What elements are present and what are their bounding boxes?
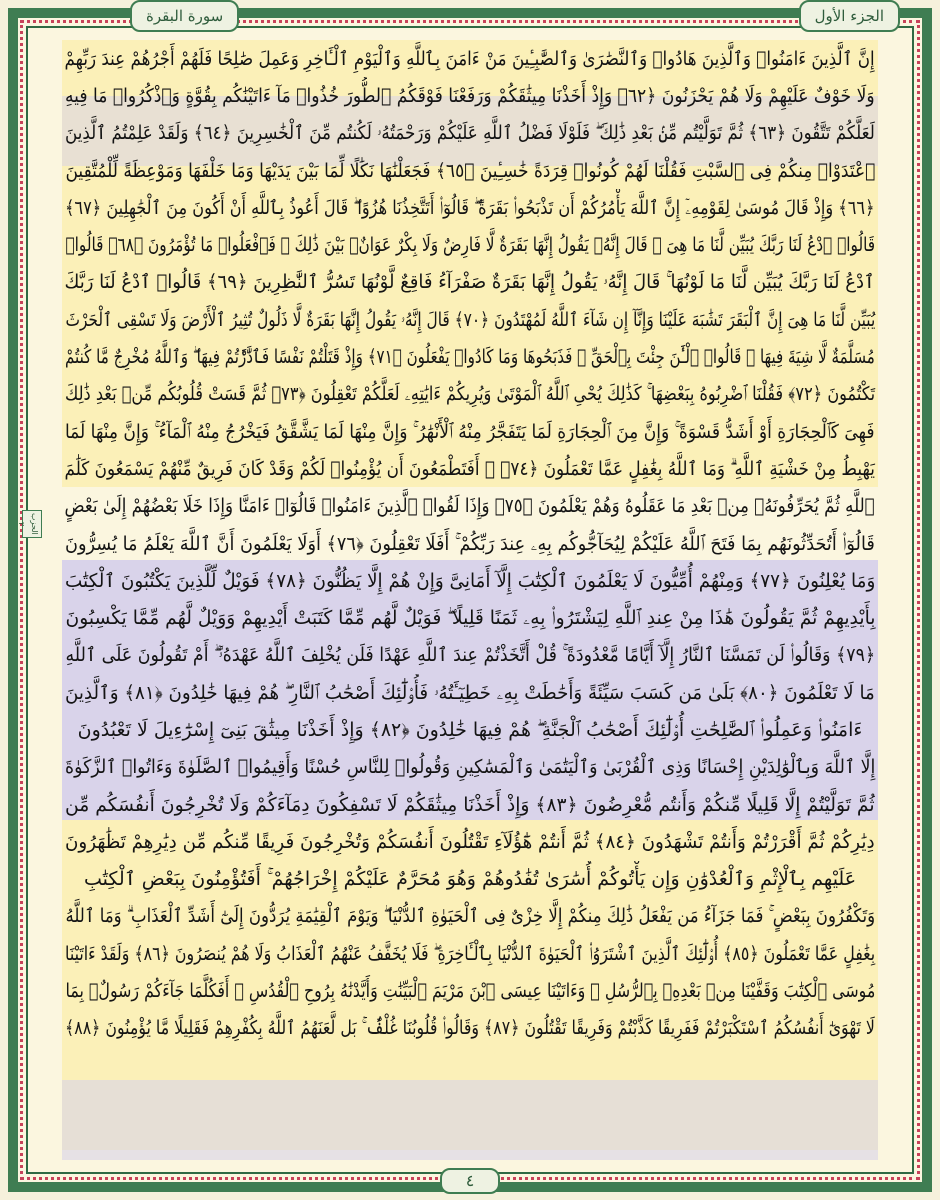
verse-line-text: مُسَلَّمَةٌ لَّا شِيَةَ فِيهَا ۚ قَالُوا۟ ٱلْـَٰٔنَ جِئْتَ بِٱلْحَقِّ ۚ فَذَبَحُوهَا وَمَا كَادُوا۟ يَفْعَلُونَ ﴿٧١﴾ وَإِذْ قَتَلْتُمْ نَفْسًا فَٱدَّٰرَْٔتُمْ فِيهَا ۖ وَٱللَّهُ مُخْرِجٌ مَّا كُنتُمْ [65, 346, 875, 369]
verse-line [62, 226, 878, 263]
verse-line-text: ٱللَّهِ ثُمَّ يُحَرِّفُونَهُۥ مِنۢ بَعْدِ مَا عَقَلُوهُ وَهُمْ يَعْلَمُونَ ﴿٧٥﴾ وَإِذَا لَقُوا۟ ٱلَّذِينَ ءَامَنُوا۟ قَالُوٓا۟ ءَامَنَّا وَإِذَا خَلَا بَعْضُهُمْ إِلَىٰ بَعْضٍ [64, 495, 876, 518]
verse-line [62, 376, 878, 413]
verse-line [62, 599, 878, 636]
surah-label: سورة البقرة [130, 0, 239, 32]
verse-line-text: بِغَٰفِلٍ عَمَّا تَعْمَلُونَ ﴿٨٥﴾ أُو۟لَٰٓئِكَ ٱلَّذِينَ ٱشْتَرَوُا۟ ٱلْحَيَوٰةَ ٱلدُّنْيَا بِٱلْـَٔاخِرَةِ ۖ فَلَا يُخَفَّفُ عَنْهُمُ ٱلْعَذَابُ وَلَا هُمْ يُنصَرُونَ ﴿٨٦﴾ وَلَقَدْ ءَاتَيْنَا [64, 942, 876, 965]
verse-line-text: قَالُوا۟ ٱدْعُ لَنَا رَبَّكَ يُبَيِّن لَّنَا مَا هِىَ ۚ قَالَ إِنَّهُۥ يَقُولُ إِنَّهَا بَقَرَةٌ لَّا فَارِضٌ وَلَا بِكْرٌ عَوَانٌۢ بَيْنَ ذَٰلِكَ ۖ فَٱفْعَلُوا۟ مَا تُؤْمَرُونَ ﴿٦٨﴾ قَالُوا۟ [65, 234, 875, 257]
highlight-band-purple [62, 1080, 878, 1160]
verse-line-text: ٱعْتَدَوْا۟ مِنكُمْ فِى ٱلسَّبْتِ فَقُلْنَا لَهُمْ كُونُوا۟ قِرَدَةً خَٰسِـِٔينَ ﴿٦٥﴾ فَجَعَلْنَٰهَا نَكَٰلًا لِّمَا بَيْنَ يَدَيْهَا وَمَا خَلْفَهَا وَمَوْعِظَةً لِّلْمُتَّقِينَ [65, 159, 875, 182]
verse-line [62, 972, 878, 1009]
verse-line-text: تَكْتُمُونَ ﴿٧٢﴾ فَقُلْنَا ٱضْرِبُوهُ بِبَعْضِهَا ۚ كَذَٰلِكَ يُحْىِ ٱللَّهُ ٱلْمَوْتَىٰ وَيُرِيكُمْ ءَايَٰتِهِۦ لَعَلَّكُمْ تَعْقِلُونَ ﴿٧٣﴾ ثُمَّ قَسَتْ قُلُوبُكُم مِّنۢ بَعْدِ ذَٰلِكَ [64, 383, 876, 406]
verse-line-text: ٱدْعُ لَنَا رَبَّكَ يُبَيِّن لَّنَا مَا لَوْنُهَا ۚ قَالَ إِنَّهُۥ يَقُولُ إِنَّهَا بَقَرَةٌ صَفْرَآءُ فَاقِعٌ لَّوْنُهَا تَسُرُّ ٱلنَّٰظِرِينَ ﴿٦٩﴾ قَالُوا۟ ٱدْعُ لَنَا رَبَّكَ [64, 271, 876, 294]
verse-line [62, 488, 878, 525]
quran-text [62, 40, 878, 1160]
verse-line-text: مَا لَا تَعْلَمُونَ ﴿٨٠﴾ بَلَىٰ مَن كَسَبَ سَيِّئَةً وَأَحَٰطَتْ بِهِۦ خَطِيٓـَٔتُهُۥ فَأُو۟لَٰٓئِكَ أَصْحَٰبُ ٱلنَّارِ ۖ هُمْ فِيهَا خَٰلِدُونَ ﴿٨١﴾ وَٱلَّذِينَ [65, 681, 875, 704]
juz-label: الجزء الأول [799, 0, 900, 32]
verse-line-text: يَهْبِطُ مِنْ خَشْيَةِ ٱللَّهِ ۗ وَمَا ٱللَّهُ بِغَٰفِلٍ عَمَّا تَعْمَلُونَ ﴿٧٤﴾ ۞ أَفَتَطْمَعُونَ أَن يُؤْمِنُوا۟ لَكُمْ وَقَدْ كَانَ فَرِيقٌ مِّنْهُمْ يَسْمَعُونَ كَلَٰمَ [64, 457, 876, 480]
verse-line [62, 786, 878, 823]
verse-line-text: ﴿٧٩﴾ وَقَالُوا۟ لَن تَمَسَّنَا ٱلنَّارُ إِلَّآ أَيَّامًا مَّعْدُودَةً ۚ قُلْ أَتَّخَذْتُمْ عِندَ ٱللَّهِ عَهْدًا فَلَن يُخْلِفَ ٱللَّهُ عَهْدَهُۥٓ ۖ أَمْ تَقُولُونَ عَلَى ٱللَّهِ [65, 644, 875, 667]
verse-line-text: قَالُوٓا۟ أَتُحَدِّثُونَهُم بِمَا فَتَحَ ٱللَّهُ عَلَيْكُمْ لِيُحَآجُّوكُم بِهِۦ عِندَ رَبِّكُمْ ۚ أَفَلَا تَعْقِلُونَ ﴿٧٦﴾ أَوَلَا يَعْلَمُونَ أَنَّ ٱللَّهَ يَعْلَمُ مَا يُسِرُّونَ [65, 532, 875, 555]
verse-line [62, 189, 878, 226]
verse-line [62, 338, 878, 375]
hizb-marker: الحزب ٢ [22, 510, 42, 538]
verse-line-text: دِيَٰرِكُمْ ثُمَّ أَقْرَرْتُمْ وَأَنتُمْ تَشْهَدُونَ ﴿٨٤﴾ ثُمَّ أَنتُمْ هَٰٓؤُلَآءِ تَقْتُلُونَ أَنفُسَكُمْ وَتُخْرِجُونَ فَرِيقًا مِّنكُم مِّن دِيَٰرِهِمْ تَظَٰهَرُونَ [65, 830, 875, 853]
verse-line [62, 115, 878, 152]
verse-line [62, 637, 878, 674]
verse-line [62, 898, 878, 935]
verse-line [62, 264, 878, 301]
verse-line [62, 749, 878, 786]
verse-line-text: لَا تَهْوَىٰٓ أَنفُسُكُمُ ٱسْتَكْبَرْتُمْ فَفَرِيقًا كَذَّبْتُمْ وَفَرِيقًا تَقْتُلُونَ ﴿٨٧﴾ وَقَالُوا۟ قُلُوبُنَا غُلْفٌۢ ۚ بَل لَّعَنَهُمُ ٱللَّهُ بِكُفْرِهِمْ فَقَلِيلًا مَّا يُؤْمِنُونَ ﴿٨٨﴾ [65, 1017, 875, 1040]
verse-line [62, 562, 878, 599]
verse-line-text: فَهِىَ كَٱلْحِجَارَةِ أَوْ أَشَدُّ قَسْوَةً ۚ وَإِنَّ مِنَ ٱلْحِجَارَةِ لَمَا يَتَفَجَّرُ مِنْهُ ٱلْأَنْهَٰرُ ۚ وَإِنَّ مِنْهَا لَمَا يَشَّقَّقُ فَيَخْرُجُ مِنْهُ ٱلْمَآءُ ۚ وَإِنَّ مِنْهَا لَمَا [65, 420, 875, 443]
verse-line-text: وَلَا خَوْفٌ عَلَيْهِمْ وَلَا هُمْ يَحْزَنُونَ ﴿٦٢﴾ وَإِذْ أَخَذْنَا مِيثَٰقَكُمْ وَرَفَعْنَا فَوْقَكُمُ ٱلطُّورَ خُذُوا۟ مَآ ءَاتَيْنَٰكُم بِقُوَّةٍ وَٱذْكُرُوا۟ مَا فِيهِ [65, 84, 875, 107]
verse-line-text: لَعَلَّكُمْ تَتَّقُونَ ﴿٦٣﴾ ثُمَّ تَوَلَّيْتُم مِّنۢ بَعْدِ ذَٰلِكَ ۖ فَلَوْلَا فَضْلُ ٱللَّهِ عَلَيْكُمْ وَرَحْمَتُهُۥ لَكُنتُم مِّنَ ٱلْخَٰسِرِينَ ﴿٦٤﴾ وَلَقَدْ عَلِمْتُمُ ٱلَّذِينَ [65, 122, 875, 145]
verse-line [62, 450, 878, 487]
verse-line [62, 40, 878, 77]
verse-line [62, 674, 878, 711]
verse-line [62, 77, 878, 114]
verse-line [62, 152, 878, 189]
verse-line [62, 413, 878, 450]
verse-line [62, 861, 878, 898]
verse-line-text: إِلَّا ٱللَّهَ وَبِٱلْوَٰلِدَيْنِ إِحْسَانًا وَذِى ٱلْقُرْبَىٰ وَٱلْيَتَٰمَىٰ وَٱلْمَسَٰكِينِ وَقُولُوا۟ لِلنَّاسِ حُسْنًا وَأَقِيمُوا۟ ٱلصَّلَوٰةَ وَءَاتُوا۟ ٱلزَّكَوٰةَ [64, 756, 876, 779]
verse-line [62, 1010, 878, 1047]
page-number: ٤ [440, 1168, 500, 1194]
verse-lines [62, 40, 878, 1047]
verse-line-text: إِنَّ ٱلَّذِينَ ءَامَنُوا۟ وَٱلَّذِينَ هَادُوا۟ وَٱلنَّصَٰرَىٰ وَٱلصَّٰبِـِٔينَ مَنْ ءَامَنَ بِٱللَّهِ وَٱلْيَوْمِ ٱلْـَٔاخِرِ وَعَمِلَ صَٰلِحًا فَلَهُمْ أَجْرُهُمْ عِندَ رَبِّهِمْ [64, 47, 876, 70]
verse-line-text: ثُمَّ تَوَلَّيْتُمْ إِلَّا قَلِيلًا مِّنكُمْ وَأَنتُم مُّعْرِضُونَ ﴿٨٣﴾ وَإِذْ أَخَذْنَا مِيثَٰقَكُمْ لَا تَسْفِكُونَ دِمَآءَكُمْ وَلَا تُخْرِجُونَ أَنفُسَكُم مِّن [65, 793, 875, 816]
verse-line-text: بِأَيْدِيهِمْ ثُمَّ يَقُولُونَ هَٰذَا مِنْ عِندِ ٱللَّهِ لِيَشْتَرُوا۟ بِهِۦ ثَمَنًا قَلِيلًا ۖ فَوَيْلٌ لَّهُم مِّمَّا كَتَبَتْ أَيْدِيهِمْ وَوَيْلٌ لَّهُم مِّمَّا يَكْسِبُونَ [64, 607, 875, 630]
verse-line-text: ءَامَنُوا۟ وَعَمِلُوا۟ ٱلصَّٰلِحَٰتِ أُو۟لَٰٓئِكَ أَصْحَٰبُ ٱلْجَنَّةِ ۖ هُمْ فِيهَا خَٰلِدُونَ ﴿٨٢﴾ وَإِذْ أَخَذْنَا مِيثَٰقَ بَنِىٓ إِسْرَٰٓءِيلَ لَا تَعْبُدُونَ [77, 718, 863, 741]
verse-line-text: يُبَيِّن لَّنَا مَا هِىَ إِنَّ ٱلْبَقَرَ تَشَٰبَهَ عَلَيْنَا وَإِنَّآ إِن شَآءَ ٱللَّهُ لَمُهْتَدُونَ ﴿٧٠﴾ قَالَ إِنَّهُۥ يَقُولُ إِنَّهَا بَقَرَةٌ لَّا ذَلُولٌ تُثِيرُ ٱلْأَرْضَ وَلَا تَسْقِى ٱلْحَرْثَ [65, 308, 875, 331]
verse-line [62, 301, 878, 338]
verse-line [62, 525, 878, 562]
verse-line-text: وَتَكْفُرُونَ بِبَعْضٍ ۚ فَمَا جَزَآءُ مَن يَفْعَلُ ذَٰلِكَ مِنكُمْ إِلَّا خِزْىٌ فِى ٱلْحَيَوٰةِ ٱلدُّنْيَا ۖ وَيَوْمَ ٱلْقِيَٰمَةِ يُرَدُّونَ إِلَىٰٓ أَشَدِّ ٱلْعَذَابِ ۗ وَمَا ٱللَّهُ [65, 905, 875, 928]
verse-line-text: وَمَا يُعْلِنُونَ ﴿٧٧﴾ وَمِنْهُمْ أُمِّيُّونَ لَا يَعْلَمُونَ ٱلْكِتَٰبَ إِلَّآ أَمَانِىَّ وَإِنْ هُمْ إِلَّا يَظُنُّونَ ﴿٧٨﴾ فَوَيْلٌ لِّلَّذِينَ يَكْتُبُونَ ٱلْكِتَٰبَ [64, 569, 876, 592]
verse-line-text: عَلَيْهِم بِٱلْإِثْمِ وَٱلْعُدْوَٰنِ وَإِن يَأْتُوكُمْ أُسَٰرَىٰ تُفَٰدُوهُمْ وَهُوَ مُحَرَّمٌ عَلَيْكُمْ إِخْرَاجُهُمْ ۚ أَفَتُؤْمِنُونَ بِبَعْضِ ٱلْكِتَٰبِ [83, 868, 857, 891]
verse-line [62, 711, 878, 748]
verse-line-text: مُوسَى ٱلْكِتَٰبَ وَقَفَّيْنَا مِنۢ بَعْدِهِۦ بِٱلرُّسُلِ ۖ وَءَاتَيْنَا عِيسَى ٱبْنَ مَرْيَمَ ٱلْبَيِّنَٰتِ وَأَيَّدْنَٰهُ بِرُوحِ ٱلْقُدُسِ ۗ أَفَكُلَّمَا جَآءَكُمْ رَسُولٌۢ بِمَا [65, 980, 875, 1003]
verse-line [62, 823, 878, 860]
verse-line [62, 935, 878, 972]
verse-line-text: ﴿٦٦﴾ وَإِذْ قَالَ مُوسَىٰ لِقَوْمِهِۦٓ إِنَّ ٱللَّهَ يَأْمُرُكُمْ أَن تَذْبَحُوا۟ بَقَرَةً ۖ قَالُوٓا۟ أَتَتَّخِذُنَا هُزُوًا ۖ قَالَ أَعُوذُ بِٱللَّهِ أَنْ أَكُونَ مِنَ ٱلْجَٰهِلِينَ ﴿٦٧﴾ [65, 196, 875, 219]
